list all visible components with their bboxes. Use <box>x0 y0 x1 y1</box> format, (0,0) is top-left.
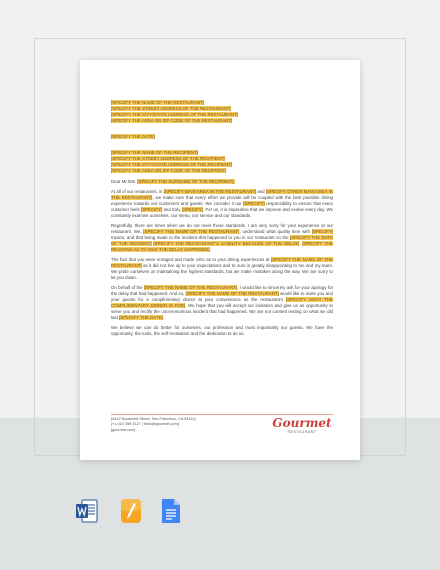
sender-zip: [SPECIFY THE AREA OR ZIP CODE OF THE RESTAURANT] <box>111 118 233 123</box>
letter-page <box>80 60 360 460</box>
sender-block <box>111 100 333 124</box>
paragraph-1: At all of our restaurants, in [SPECIFY MAIN AREA IN THE RESTAURANT] and [SPECIFY OTHER MAIN AREA IN THE RESTAURANT], we make sure that every effort we provide will be coupled with the best possible dining experience towards our customers and guests. We consider it our [SPECIFY] responsibility to ensure that every customer feels [SPECIFY] and truly [SPECIFY]. For us, it is imperative that we improve and evolve every day. We constantly examine ourselves, our menu, our service and our standards. <box>111 189 334 218</box>
paragraph-3: The fact that you were enraged and made critic as to your dining experiences at [SPECIFY THE NAME OF THE RESTAURANT] as it did not live up to your expectations and to ours is greatly disappointing to me and my team. We pride ourselves on maintaining the highest standards, but we make mistakes along the way. We are sorry to let you down. <box>111 257 334 280</box>
salutation: Dear Mr./Ms. [SPECIFY THE SURNAME OF THE RECIPIENT], <box>111 179 235 184</box>
gourmet-logo <box>272 417 332 435</box>
letter-date: [SPECIFY THE DATE] <box>111 134 155 139</box>
sender-city: [SPECIFY THE CITY/STATE ADDRESS OF THE RESTAURANT] <box>111 112 239 117</box>
recipient-zip: [SPECIFY THE AREA OR ZIP CODE OF THE RECIPIENT] <box>111 168 227 173</box>
recipient-name: [SPECIFY THE NAME OF THE RECIPIENT] <box>111 150 198 155</box>
footer-contact: [+1 415 359 3127 | hello@gourmet.com] <box>111 422 179 427</box>
pages-icon[interactable] <box>120 498 142 524</box>
footer-address <box>111 417 221 433</box>
google-docs-icon[interactable] <box>160 498 182 524</box>
letter-body <box>111 100 333 341</box>
paragraph-2: Regretfully, there are times when we do not meet those standards. I am very sorry for your experience at our restaurant. We, [SPECIFY THE NAME OF THE RESTAURANT], understand what quality time with [SPECIFY] means, and that being made to the incident that happened to you in our restaurant on the [SPECIFY THE DATE OF THE INCIDENT] [SPECIFY THE RESTAURANT'S LIABILITY BECAUSE OF THE DELAY]. [SPECIFY THE REASONS AS TO WHY THE DELAY HAPPENED]. <box>111 223 334 252</box>
footer-website: [gourmet.com] <box>111 427 136 432</box>
paragraph-4: On behalf of the [SPECIFY THE NAME OF THE RESTAURANT], I would like to sincerely ask for your apology for the delay that had happened. And so, [SPECIFY THE NAME OF THE RESTAURANT] would like to invite you and your guests for a complimentary dinner at your convenience as the restaurant's [SPECIFY WHAT THE COMPLIMENTARY DINNER IS FOR]. We hope that you will accept our invitation and give us an opportunity to serve you and rectify the unceremonious incident that had happened. We are not content resting on what we did last [SPECIFY THE DATE]. <box>111 285 334 320</box>
format-icons <box>76 498 196 524</box>
logo-wordmark: Gourmet <box>272 416 332 430</box>
footer-street: [4412 Roosevelt Street, San Francisco, CA 94114] <box>111 417 196 421</box>
sender-street: [SPECIFY THE STREET ADDRESS OF THE RESTAURANT] <box>111 106 231 111</box>
paragraph-5: We believe we can do better for ourselves, our profession and most importantly our guests. We have the opportunity, the tools, the self-motivation and the dedication to do so. <box>111 325 333 336</box>
logo-subtitle: RESTAURANT <box>287 430 317 434</box>
recipient-city: [SPECIFY THE CITY/STATE ADDRESS OF THE RECIPIENT] <box>111 162 233 167</box>
footer-divider <box>111 414 333 415</box>
sender-name: [SPECIFY THE NAME OF THE RESTAURANT] <box>111 100 204 105</box>
recipient-block <box>111 150 333 174</box>
recipient-street: [SPECIFY THE STREET ADDRESS OF THE RECIPIENT] <box>111 156 225 161</box>
word-icon[interactable] <box>76 498 98 524</box>
